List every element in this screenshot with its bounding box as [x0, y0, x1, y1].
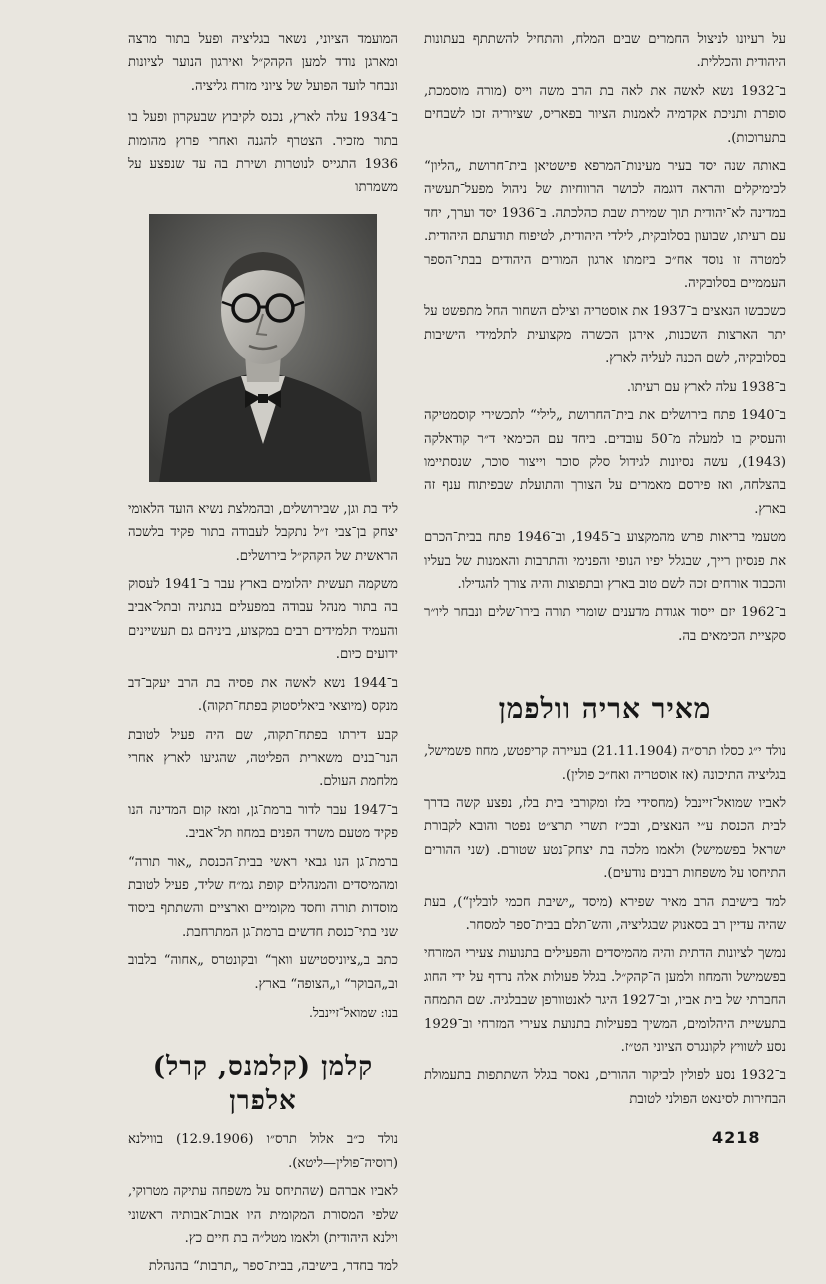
- paragraph: לאביו אברהם (שהתיחס על משפחה עתיקה מטרוקי, שלפי המסורת המקומית היו אבות־אבותיה ראשוני וילנא היהודית) ולאמו מטל״ה בת חיים כץ.: [128, 1184, 398, 1246]
- paragraph: קבע דירתו בפתח־תקוה, שם היה פעיל לטובת הנר־בנים משארית הפליטה, שהגיעו לארץ אחרי מלחמת העולם.: [128, 727, 398, 790]
- page-number: 4218: [712, 1128, 761, 1147]
- paragraph: למד בישיבת הרב מאיר שפירא (מיסד „ישיבת חכמי לובלין“), בעת שהיה עדיין רב בסאנוק שבגליציה, והש־תלם בבית־ספר למסחר.: [424, 894, 786, 933]
- paragraph: ליד בת וגן, שבירושלים, ובהמלצת נשיא הועד הלאומי יצחק בן־צבי ז״ל נתקבל לעבודה בתור פקיד בלשכה הראשית של הקהק״ל בירושלים.: [128, 501, 398, 564]
- paragraph: ב־1947 עבר לדור ברמת־גן, ומאז קום המדינה הנו פקיד מטעם משרד הפנים במחוז תל־אביב.: [128, 802, 398, 842]
- paragraph: נולד כ״ב אלול תרס״ו (12.9.1906) בווילנא (רוסיה־פולין—ליטא).: [128, 1132, 398, 1171]
- paragraph: נמשך לציונות הדתית והיה מהמיסדים והפעילים בתנועות צעירי המזרחי בפשמישל והמחוז ולמען ה־קהק״ל. בגלל פעולות אלה נרדף על ידי החוג החברתי של בית אביו, וב־1927 היגר לאנטוורפן שבבלגיה. שם התמחה בתעשיית היהלומים, המשיך בפעילות בתנועת צעירי המזרחי וב־1929 נסע לשוויץ לקונגרס הציוני הט״ז.: [424, 946, 786, 1056]
- paragraph: על רעיונו לניצול החמרים שבים המלח, והתחיל להשתתף בעתונות היהודית והכללית.: [424, 32, 786, 71]
- paragraph: כתב ב„ציוניסטישע וואך“ ובקונטרס „אחוה“ בלבוב וב„הבוקר“ ו„הצופה“ בארץ.: [128, 953, 398, 992]
- paragraph: המועמד הציוני, נשאר בגליציה ופעל בתור מרצה ומארגן נודד למען הקהק״ל ואירגון הנוער לציונות ונבחר לועד הפועל של ציוני מזרח גליציה.: [128, 32, 398, 94]
- paragraph: ב־1940 פתח בירושלים את בית־החרושת „לילי“ לתכשירי קוסמטיקה והעסיק בו למעלה מ־50 עובדים. ביחד עם הכימאי ד״ר קודאלקה (1943), עשה נסיונות לגידול סלק סוכר וייצור סוכר, שנסתיימו בהצלחה, ואז פירסם מאמרים על הצורך והתועלת שבפיתוח ענף זה בארץ.: [424, 408, 786, 517]
- left-column: [128, 28, 398, 1284]
- paragraph: ברמת־גן הנו גבאי ראשי בבית־הכנסת „אור תורה“ ומהמיסדים והמנהלים קופת גמ״ח שליד, פעיל לטובת מוסדות תורה וחסד מקומיים וארציים והשתתף ביסוד שני בתי־כנסת חדשים ברמת־גן המתרחבת.: [128, 854, 398, 940]
- portrait-photo: [149, 214, 377, 482]
- paragraph: ב־1962 יזם ייסוד אגודת מדענים שומרי תורה בירו־שלים ונבחר ליו״ר סקציית הכימאים בה.: [424, 605, 786, 644]
- paragraph: משקמה תעשית יהלומים בארץ עבר ב־1941 לעסוק בה בתור מנהל עבודה במפעלים בנתניה ובתל־אביב והעמיד תלמידים רבים במקצוע, ביניהם גם תעשיינים ידועים כיום.: [128, 577, 398, 663]
- paragraph: כשכבשו הנאצים ב־1937 את אוסטריה וצילם השחור החל מתפשט על יתר הארצות השכנות, אירגן הכשרה מקצועית לתלמידי הישיבות בסלובקיה, לשם הכנה לעליה לארץ.: [424, 304, 786, 367]
- paragraph: לאביו שמואל־זיינבל (מחסידי בלז ומקורבי בית בלז, נפצע קשה בדרך לבית הכנסת ע״י הנאצים, ובכ״ז תשרי תרצ״ט נפטר והובא לקבורת ישראל בפשמישל) ולאמו מלכה בת יצחק־נטע שטורם. (שני ההורים התיחסו על משפחות רבנים נודעים).: [424, 795, 786, 882]
- paragraph: ב־1932 נשא לאשה את לאה בת הרב משה וייס (מורה מוסמכת, סופרת ותניכת אקדמיה לאמנות הציור בפאריס, שציוריה זכו לשבחים בתערוכות).: [424, 83, 786, 146]
- children-line: בנו: שמואל־זיינבל.: [308, 1004, 398, 1020]
- paragraph: מטעמי בריאות פרש מהמקצוע ב־1945, וב־1946 פתח בבית־הכרם את פנסיון רייך, שבגלל יפיו הנופי והפנימי והתרבות והאמנות של בעליו והכבוד אורחים זכה לשם טוב בארץ ובתפוצות והיה צורך להגדילו.: [424, 530, 786, 592]
- paragraph: ב־1944 נשא לאשה את פסיה בת הרב יעקב־דב מנקס (מיוצאי ביאליסטוק בפתח־תקוה).: [128, 675, 398, 715]
- right-column: [424, 28, 786, 1116]
- paragraph: ב־1938 עלה לארץ עם רעיתו.: [626, 379, 786, 395]
- paragraph: ב־1934 עלה לארץ, נכנס לקיבוץ שבעקרון ופעל בו בתור מזכיר. הצטרף להגנה ואחרי פרוץ מהומות 1936 התגייס לנוטרות ושירת בה עד שנפצע על משמרתו: [128, 110, 398, 196]
- paragraph: נולד י״ג כסלו תרס״ה (21.11.1904) בעיירה קריפטש, מחוז פשמישל, בגליציה התיכונה (אז אוסטריה ואח״כ פולין).: [424, 744, 786, 783]
- paragraph: למד בחדר, בישיבה, בבית־ספר „תרבות“ בהנהלת: [148, 1259, 398, 1275]
- biography-heading: קלמן (קלמנס, קרל) אלפרן: [152, 1052, 374, 1117]
- biography-heading: מאיר אריה וולפמן: [498, 692, 712, 726]
- paragraph: ב־1932 נסע לפולין לביקור ההורים, נאסר בגלל השתתפות בתעמולת הבחירות לסינאט הפולני לטובת: [424, 1068, 786, 1107]
- paragraph: באותה שנה יסד בעיר מעינות־המרפא פישטיאן בית־חרושת „הליון“ לכימיקלים והראה דוגמה לכושר הרווחיות של ניהול מפעל־תעשיה במדינה לא־יהודית תוך שמירת שבת כהלכתה. ב־1936 יסד וערך, יחד עם רעיתו, שבועון בסלובקית, לילדי היהודית, לטיפוח תודעתם היהודית. למטרה זו נוסד אח״כ ביזמתו ארגון המורים היהודים בבתי־הספר העממיים בסלובקיה.: [424, 159, 786, 292]
